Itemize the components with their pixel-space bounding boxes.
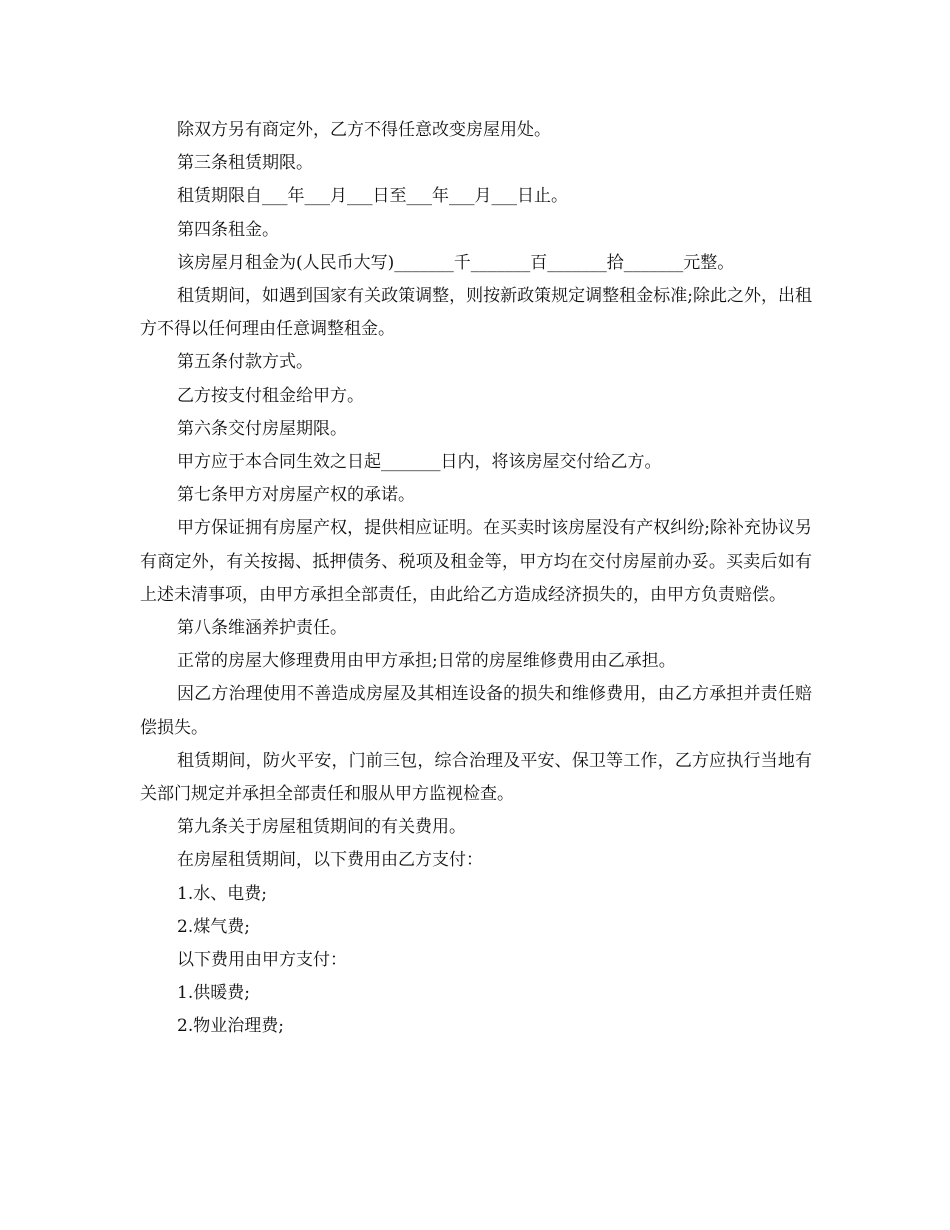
article-4-heading: 第四条租金。 bbox=[177, 219, 279, 240]
paragraph-delivery-deadline: 甲方应于本合同生效之日起_______日内，将该房屋交付给乙方。 bbox=[177, 452, 662, 473]
article-7-heading: 第七条甲方对房屋产权的承诺。 bbox=[177, 485, 415, 506]
paragraph-safety-duties: 租赁期间，防火平安，门前三包，综合治理及平安、保卫等工作，乙方应执行当地有关部门规定并承担全部责任和服从甲方监视检查。 bbox=[140, 750, 812, 805]
article-5-heading: 第五条付款方式。 bbox=[177, 352, 313, 373]
list-item-heating: 1.供暖费; bbox=[177, 983, 250, 1004]
paragraph-damage-liability: 因乙方治理使用不善造成房屋及其相连设备的损失和维修费用，由乙方承担并责任赔偿损失。 bbox=[140, 684, 812, 738]
list-item-gas: 2.煤气费; bbox=[177, 916, 250, 937]
article-8-heading: 第八条维涵养护责任。 bbox=[177, 618, 347, 639]
paragraph-landlord-costs-intro: 以下费用由甲方支付： bbox=[177, 950, 347, 971]
paragraph-usage-restriction: 除双方另有商定外，乙方不得任意改变房屋用处。 bbox=[177, 120, 551, 140]
paragraph-tenant-costs-intro: 在房屋租赁期间，以下费用由乙方支付： bbox=[177, 850, 483, 871]
paragraph-property-rights: 甲方保证拥有房屋产权，提供相应证明。在买卖时该房屋没有产权纠纷;除补充协议另有商定外，有关按揭、抵押债务、税项及租金等，甲方均在交付房屋前办妥。买卖后如有上述未清事项，由甲方承担全部责任，由此给乙方造成经济损失的，由甲方负责赔偿。 bbox=[140, 518, 812, 605]
article-6-heading: 第六条交付房屋期限。 bbox=[177, 418, 347, 439]
paragraph-lease-term: 租赁期限自___年___月___日至___年___月___日止。 bbox=[177, 186, 568, 207]
article-3-heading: 第三条租赁期限。 bbox=[177, 153, 313, 174]
list-item-property-management: 2.物业治理费; bbox=[177, 1016, 284, 1037]
paragraph-payment: 乙方按支付租金给甲方。 bbox=[177, 385, 364, 406]
paragraph-monthly-rent: 该房屋月租金为(人民币大写)_______千_______百_______拾_______元整。 bbox=[177, 252, 735, 273]
paragraph-repair-costs: 正常的房屋大修理费用由甲方承担;日常的房屋维修费用由乙承担。 bbox=[177, 651, 676, 672]
paragraph-rent-adjustment: 租赁期间，如遇到国家有关政策调整，则按新政策规定调整租金标准;除此之外，出租方不得以任何理由任意调整租金。 bbox=[140, 286, 812, 340]
article-9-heading: 第九条关于房屋租赁期间的有关费用。 bbox=[177, 817, 466, 838]
list-item-water-electricity: 1.水、电费; bbox=[177, 883, 267, 904]
document-body bbox=[140, 114, 812, 1044]
